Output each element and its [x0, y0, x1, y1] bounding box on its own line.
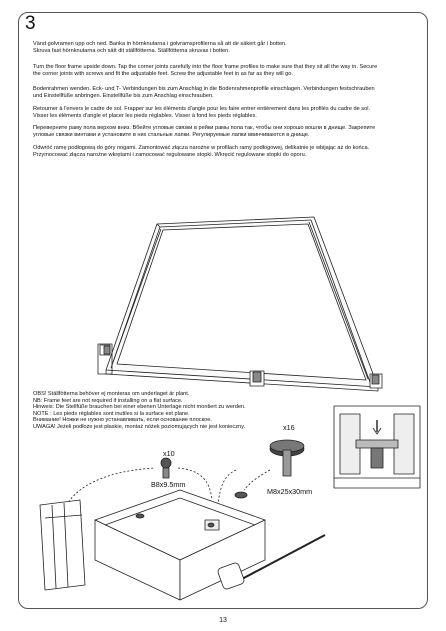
text-line: Skruva fast hörnknutarna och sätt dit ställfötterna. Ställfötterna skruvas i botten.: [33, 47, 230, 54]
adjustable-foot-icon: [270, 440, 304, 476]
text-line: Visser les éléments d'angle et placer les pieds réglables. Visser à fond les pieds réglables.: [33, 112, 257, 119]
text-line: Переверните раму пола верхом вниз. Вбейте угловые связки в рейки рамы пола так, чтобы они хорошо вошли в днище. Закрепите: [33, 125, 376, 131]
foot-size-label: M8x25x30mm: [267, 487, 313, 496]
note-line: NOTE : Les pieds réglables sont inutiles si la surface est plane.: [33, 410, 190, 417]
note-line: Hinweis: Die Stellfüße brauchen bei einer ebenen Unterlage nicht montiert zu werden.: [33, 404, 246, 411]
step-number: 3: [25, 13, 36, 34]
text-line: Retourner à l'envers le cadre de sol. Frapper sur les éléments d'angle pour les faire entrer entièrement dans les profilés du cadre de sol.: [33, 106, 371, 112]
text-line: Przymocować złącza narożne wkrętami i zamocować regulowane stopki. Wkręcić regulowane stopki do oporu.: [33, 151, 307, 158]
note-line: NB: Frame feet are not required if installing on a flat surface.: [33, 397, 183, 404]
text-line: Odwróć ramę podłogową do góry nogami. Zamontować złącza narożne w profilach ramy podłogowej, delikatnie je wbijając aż do końca.: [33, 145, 370, 151]
text-line: угловые связки винтами и установите в них стальные лапки. Регулируемые лапки ввинчиваются в днище.: [33, 131, 310, 138]
text-line: Vänd golvramen upp och ned. Banka in hörnknutarna i golvramsprofilerna så att de säkert går i botten.: [33, 41, 287, 47]
text-line: Turn the floor frame upside down. Tap the corner joints carefully into the floor frame profiles to make sure that they sit all the way in. Secure: [33, 64, 378, 70]
note-line: Внимание! Ножки не нужно устанавливать, если основание плоское.: [33, 417, 212, 424]
screw-size-label: B8x9.5mm: [151, 480, 186, 489]
text-line: the corner joints with screws and fit the adjustable feet. Screw the adjustable feet in as far as they will go.: [33, 70, 293, 77]
text-line: Bodenrahmen wenden. Eck- und T- Verbindungen bis zum Anschlag in die Bodenrahmenprofile einschlagen. Verbindungen festschrauben: [33, 86, 375, 92]
text-line: und Einstellfüße anbringen. Einstellfüße bis zum Anschlag einschrauben.: [33, 92, 214, 99]
note-line: UWAGA! Jeżeli podłoże jest płaskie, montaż nóżek poziomujących nie jest konieczny.: [33, 423, 246, 430]
foot-quantity-label: x16: [283, 423, 295, 432]
note-line: OBS! Ställfötterna behöver ej monteras om underlaget är plant.: [33, 391, 190, 397]
screw-icon: [161, 458, 171, 478]
screw-quantity-label: x10: [163, 449, 175, 458]
page-number: 13: [219, 617, 227, 624]
